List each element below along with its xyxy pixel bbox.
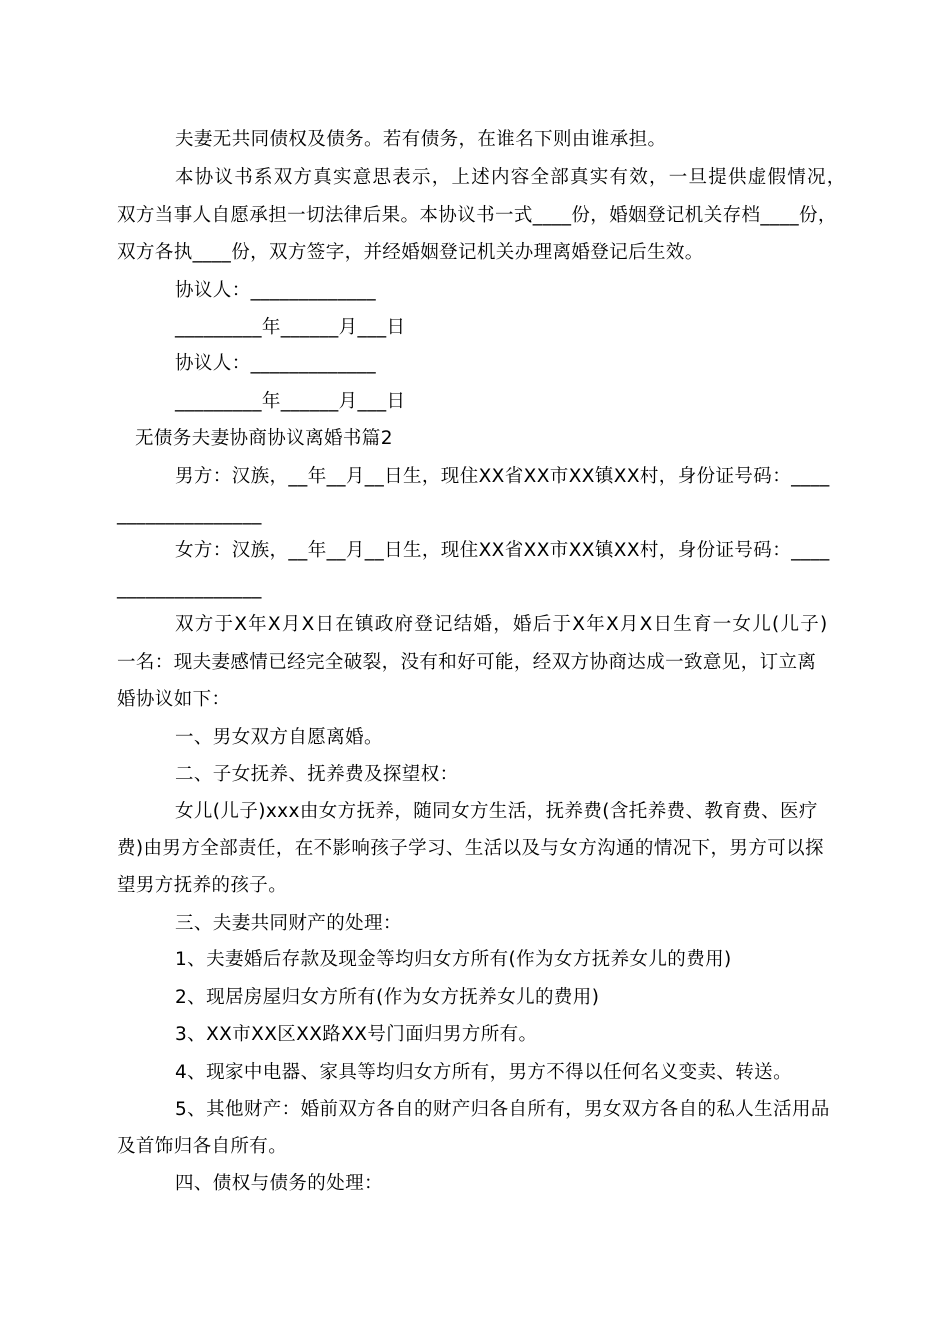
section-title: 无债务夫妻协商协议离婚书篇2 (135, 428, 393, 449)
date-line: _________年______月___日 (175, 317, 406, 338)
paragraph-line: 夫妻无共同债权及债务。若有债务，在谁名下则由谁承担。 (175, 129, 667, 150)
paragraph-line: 二、子女抚养、抚养费及探望权： (175, 764, 459, 785)
paragraph-line: 男方：汉族，__年__月__日生，现住XX省XX市XX镇XX村，身份证号码：____ (175, 466, 830, 487)
list-item: 1、夫妻婚后存款及现金等均归女方所有(作为女方抚养女儿的费用) (175, 949, 732, 970)
paragraph-line: _______________ (117, 504, 262, 525)
paragraph-line: 及首饰归各自所有。 (117, 1136, 288, 1157)
paragraph-line: 一、男女双方自愿离婚。 (175, 727, 383, 748)
paragraph-line: 本协议书系双方真实意思表示，上述内容全部真实有效，一旦提供虚假情况， (175, 167, 847, 188)
paragraph-line: 婚协议如下： (117, 689, 231, 710)
paragraph-line: 费)由男方全部责任，在不影响孩子学习、生活以及与女方沟通的情况下，男方可以探 (117, 838, 824, 859)
paragraph-line: _______________ (117, 578, 262, 599)
list-item: 2、现居房屋归女方所有(作为女方抚养女儿的费用) (175, 987, 600, 1008)
signature-line: 协议人：_____________ (175, 353, 377, 374)
list-item: 3、XX市XX区XX路XX号门面归男方所有。 (175, 1024, 538, 1045)
signature-line: 协议人：_____________ (175, 280, 377, 301)
paragraph-line: 双方于X年X月X日在镇政府登记结婚，婚后于X年X月X日生育一女儿(儿子) (175, 614, 829, 635)
paragraph-line: 双方各执____份，双方签字，并经婚姻登记机关办理离婚登记后生效。 (117, 242, 704, 263)
paragraph-line: 四、债权与债务的处理： (175, 1173, 383, 1194)
paragraph-line: 三、夫妻共同财产的处理： (175, 913, 402, 934)
list-item: 4、现家中电器、家具等均归女方所有，男方不得以任何名义变卖、转送。 (175, 1062, 792, 1083)
date-line: _________年______月___日 (175, 391, 406, 412)
paragraph-line: 双方当事人自愿承担一切法律后果。本协议书一式____份，婚姻登记机关存档____份， (117, 205, 837, 226)
list-item: 5、其他财产：婚前双方各自的财产归各自所有，男女双方各自的私人生活用品 (175, 1099, 830, 1120)
paragraph-line: 女方：汉族，__年__月__日生，现住XX省XX市XX镇XX村，身份证号码：____ (175, 540, 830, 561)
paragraph-line: 望男方抚养的孩子。 (117, 875, 288, 896)
paragraph-line: 一名：现夫妻感情已经完全破裂，没有和好可能，经双方协商达成一致意见，订立离 (117, 652, 817, 673)
paragraph-line: 女儿(儿子)xxx由女方抚养，随同女方生活，抚养费(含托养费、教育费、医疗 (175, 801, 818, 822)
